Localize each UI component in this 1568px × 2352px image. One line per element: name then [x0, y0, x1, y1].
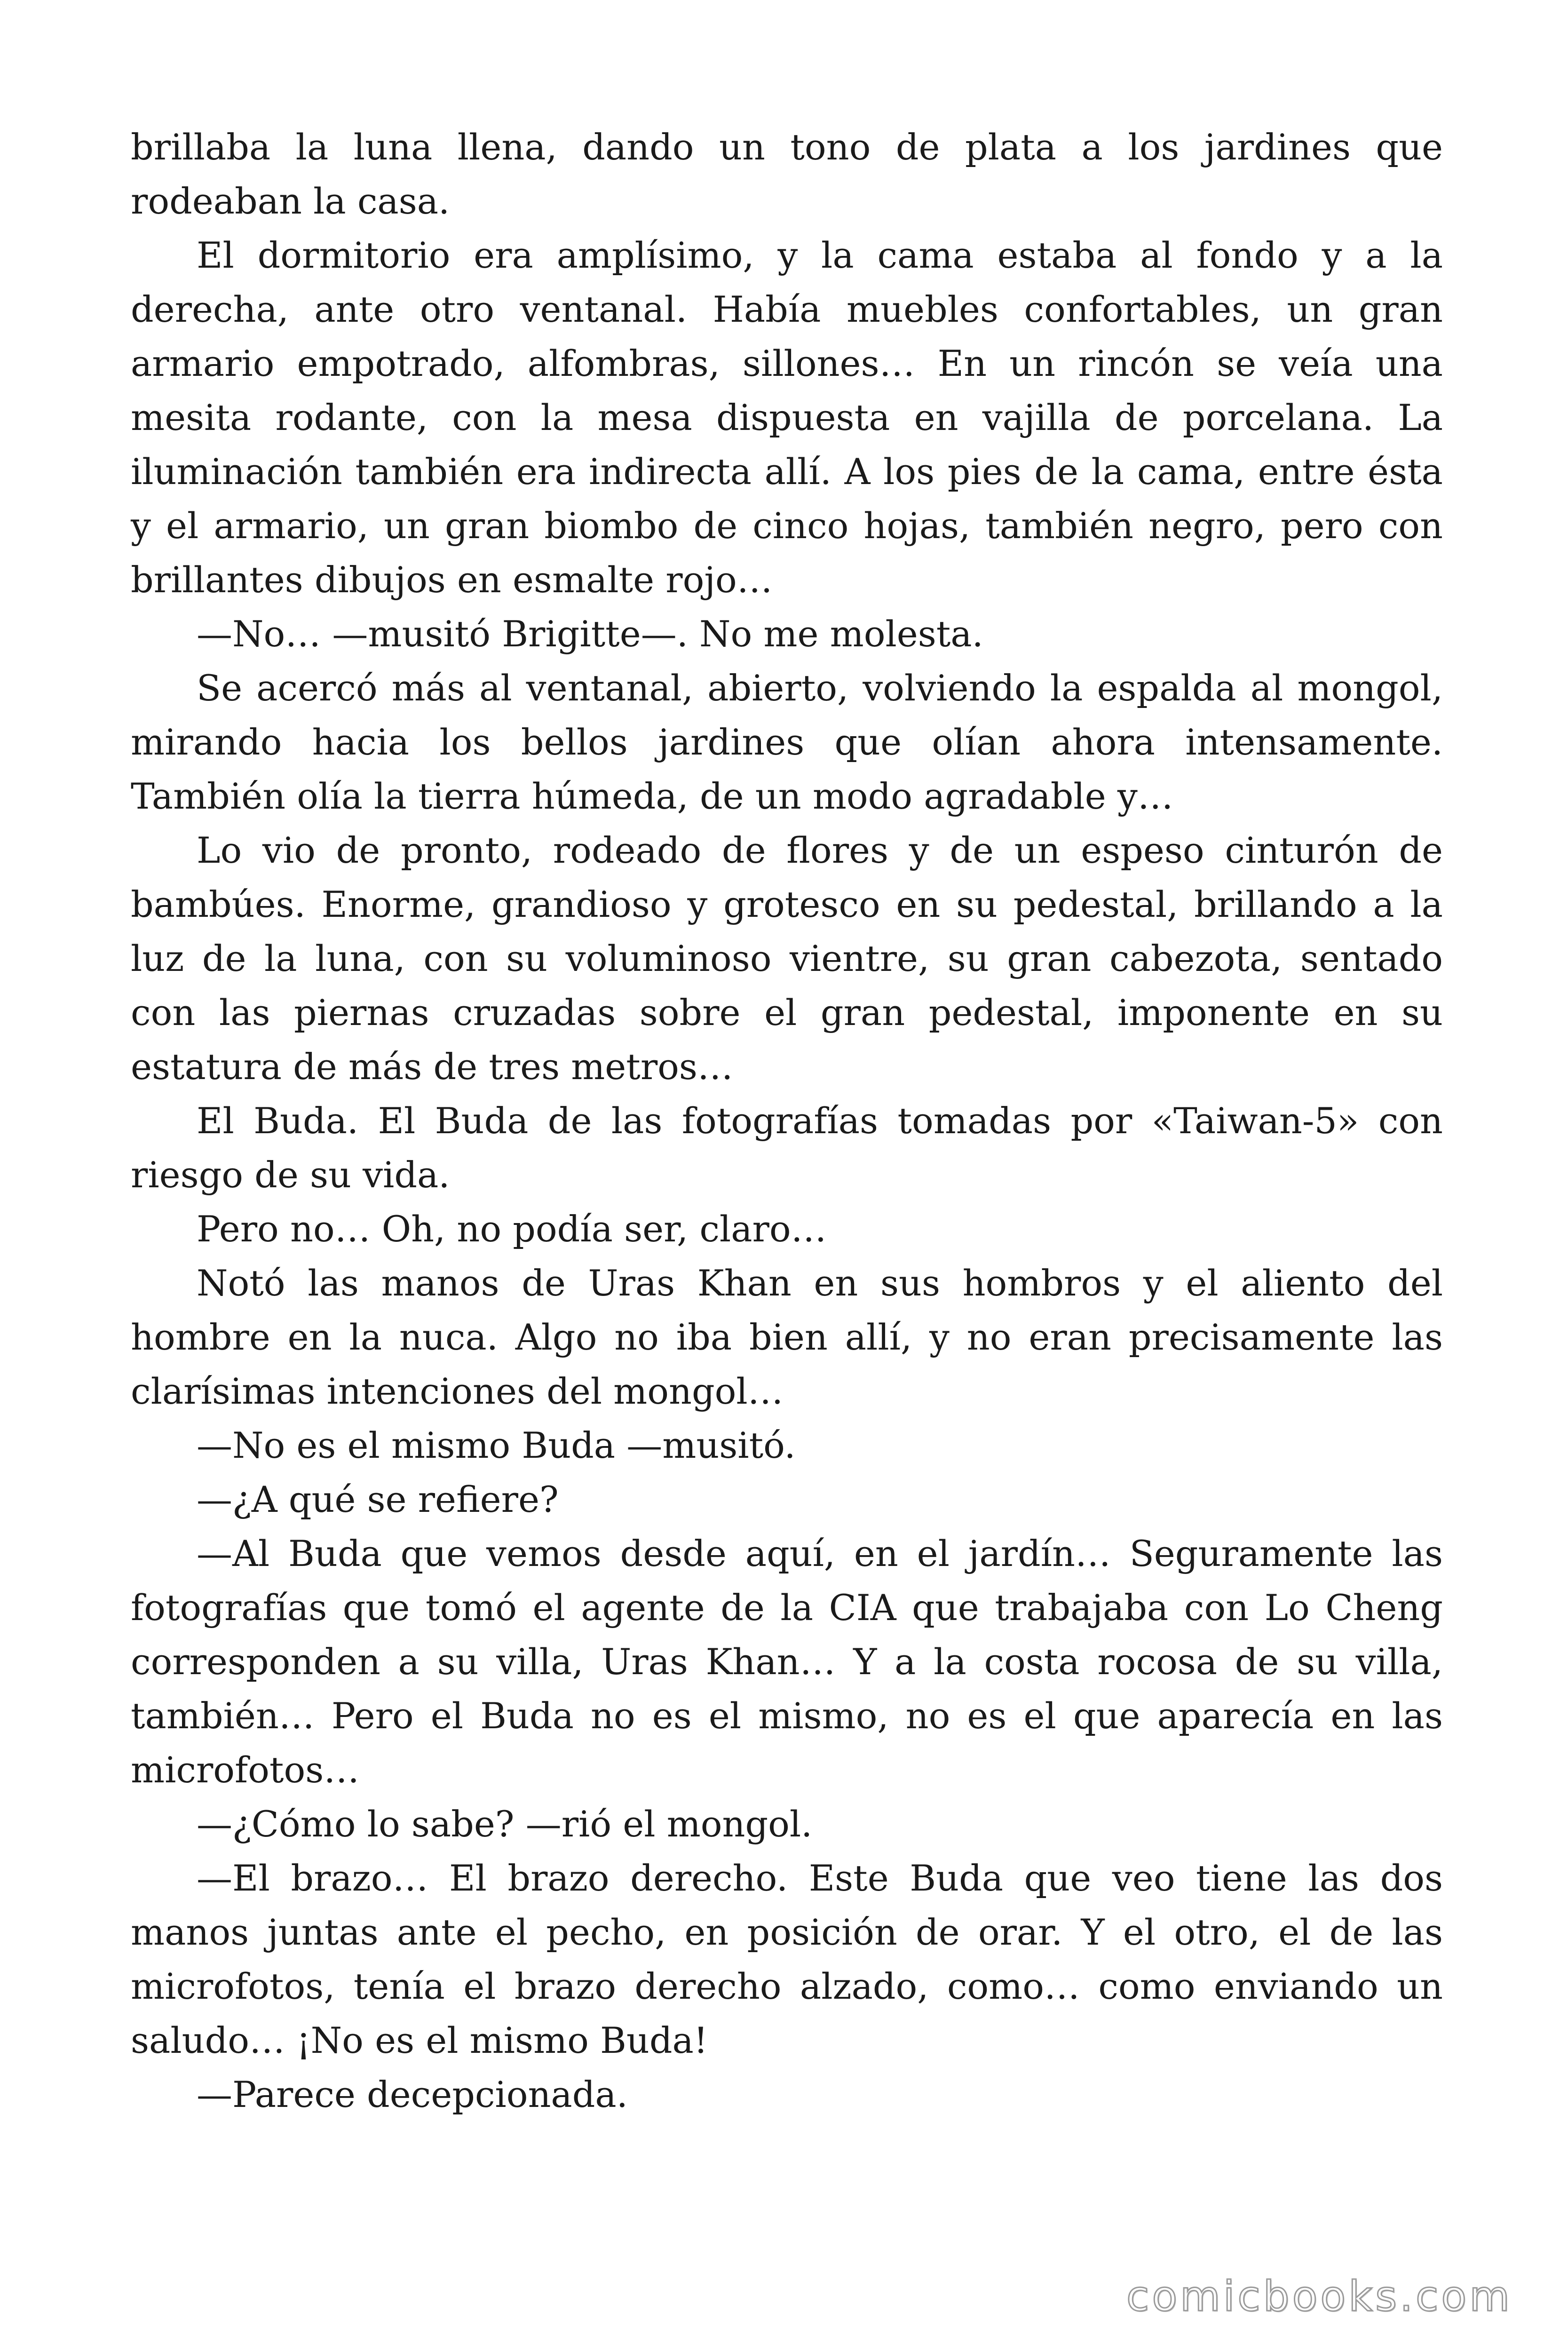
paragraph: Lo vio de pronto, rodeado de flores y de un espeso cinturón de bambúes. Enorme, grandioso y grotesco en su pedestal, brillando a la luz de la luna, con su voluminoso vientre, su gran cabezota, sentado con las piernas cruzadas sobre el gran pedestal, imponente en su estatura de más de tres metros… — [131, 829, 1443, 1088]
paragraph: —Parece decepcionada. — [197, 2074, 628, 2115]
watermark-logo: comicbooks.com — [1126, 2272, 1513, 2320]
paragraph: —No es el mismo Buda —musitó. — [197, 1424, 796, 1466]
paragraph: Se acercó más al ventanal, abierto, volviendo la espalda al mongol, mirando hacia los bellos jardines que olían ahora intensamente. También olía la tierra húmeda, de un modo agradable y… — [131, 667, 1443, 817]
paragraph: —¿A qué se refiere? — [197, 1478, 559, 1520]
paragraph: El Buda. El Buda de las fotografías tomadas por «Taiwan-5» con riesgo de su vida. — [131, 1100, 1443, 1196]
paragraph: El dormitorio era amplísimo, y la cama estaba al fondo y a la derecha, ante otro ventanal. Había muebles confortables, un gran armario empotrado, alfombras, sillones… En un rincón se veía una mesita rodante, con la mesa dispuesta en vajilla de porcelana. La iluminación también era indirecta allí. A los pies de la cama, entre ésta y el armario, un gran biombo de cinco hojas, también negro, pero con brillantes dibujos en esmalte rojo… — [131, 234, 1443, 601]
paragraph: Notó las manos de Uras Khan en sus hombros y el aliento del hombre en la nuca. Algo no iba bien allí, y no eran precisamente las clarísimas intenciones del mongol… — [131, 1262, 1443, 1412]
paragraph: Pero no… Oh, no podía ser, claro… — [197, 1208, 827, 1250]
paragraph: brillaba la luna llena, dando un tono de plata a los jardines que rodeaban la casa. — [131, 126, 1443, 222]
paragraph: —No… —musitó Brigitte—. No me molesta. — [197, 613, 983, 655]
paragraph: —Al Buda que vemos desde aquí, en el jardín… Seguramente las fotografías que tomó el agente de la CIA que trabajaba con Lo Cheng corresponden a su villa, Uras Khan… Y a la costa rocosa de su villa, también… Pero el Buda no es el mismo, no es el que aparecía en las microfotos… — [131, 1533, 1443, 1791]
book-page-text — [131, 120, 1443, 2122]
paragraph: —¿Cómo lo sabe? —rió el mongol. — [197, 1803, 813, 1845]
paragraph: —El brazo… El brazo derecho. Este Buda que veo tiene las dos manos juntas ante el pecho, en posición de orar. Y el otro, el de las microfotos, tenía el brazo derecho alzado, como… como enviando un saludo… ¡No es el mismo Buda! — [131, 1857, 1443, 2061]
